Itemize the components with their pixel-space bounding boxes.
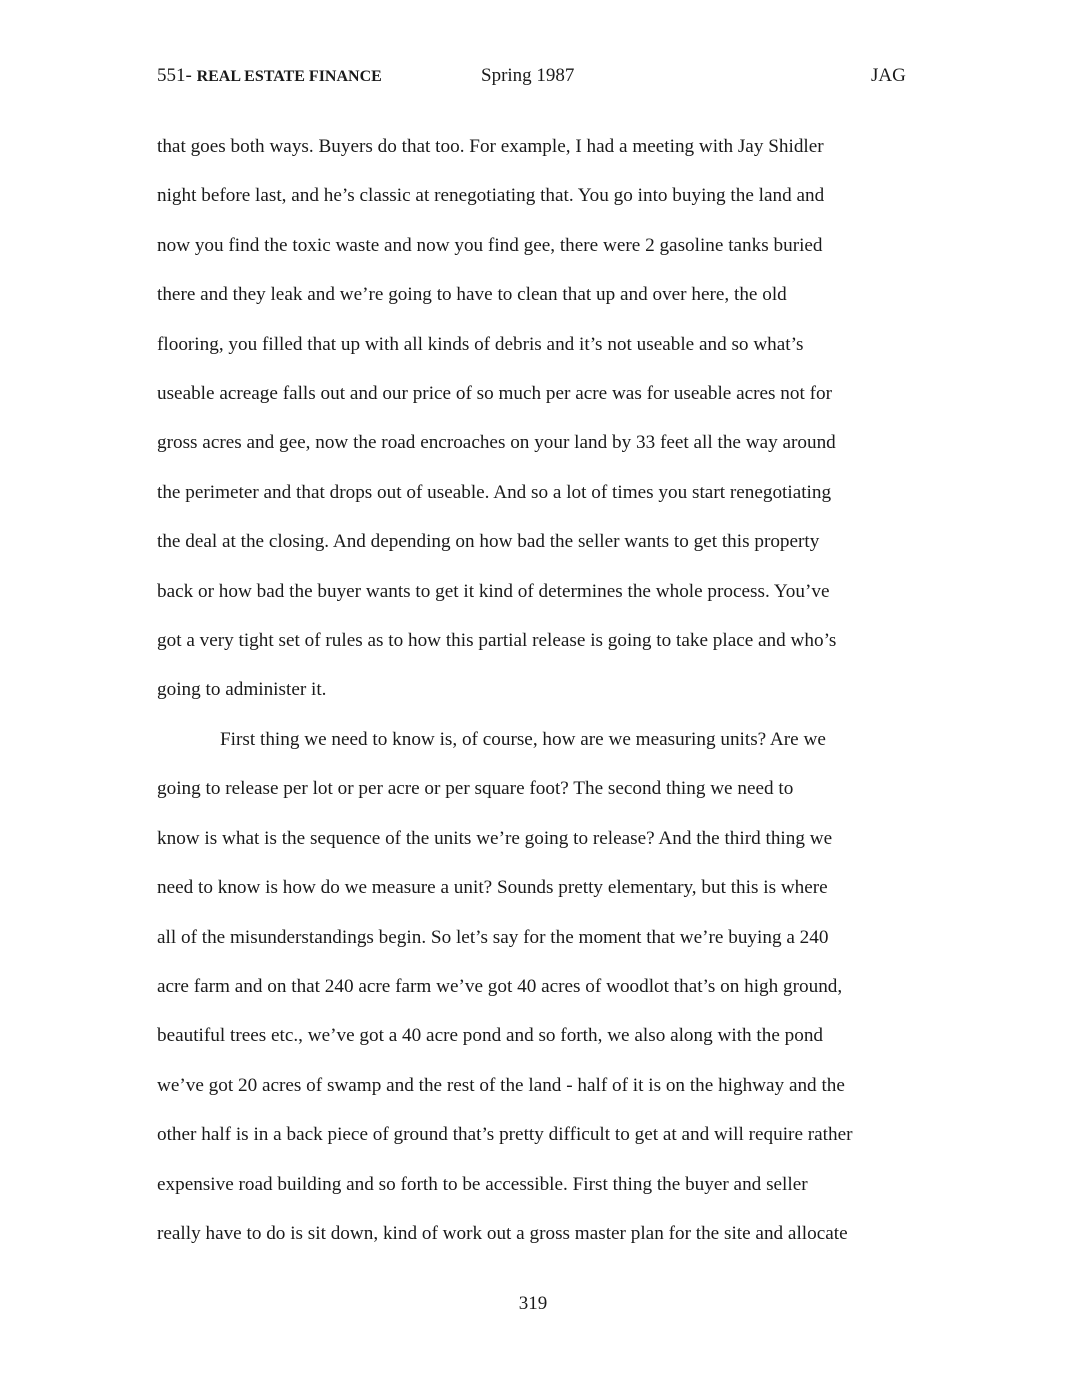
course-number: 551- xyxy=(157,65,192,86)
text-line: really have to do is sit down, kind of work out a gross master plan for the site and allocate xyxy=(157,1222,848,1244)
text-line: acre farm and on that 240 acre farm we’ve got 40 acres of woodlot that’s on high ground, xyxy=(157,975,843,997)
running-header-initials: JAG xyxy=(871,65,906,86)
text-line: we’ve got 20 acres of swamp and the rest of the land - half of it is on the highway and the xyxy=(157,1074,845,1096)
text-line: First thing we need to know is, of course, how are we measuring units? Are we xyxy=(220,728,826,750)
text-line: gross acres and gee, now the road encroaches on your land by 33 feet all the way around xyxy=(157,432,836,454)
text-line: the perimeter and that drops out of useable. And so a lot of times you start renegotiating xyxy=(157,481,832,503)
running-header-course xyxy=(157,64,382,89)
text-line: going to administer it. xyxy=(157,679,327,701)
text-line: got a very tight set of rules as to how this partial release is going to take place and who’s xyxy=(157,630,837,652)
text-line: now you find the toxic waste and now you find gee, there were 2 gasoline tanks buried xyxy=(157,234,823,256)
paragraph xyxy=(157,122,913,715)
text-line: flooring, you filled that up with all kinds of debris and it’s not useable and so what’s xyxy=(157,333,804,355)
text-line: expensive road building and so forth to be accessible. First thing the buyer and seller xyxy=(157,1173,808,1195)
course-title: REAL ESTATE FINANCE xyxy=(196,68,382,85)
text-line: that goes both ways. Buyers do that too. For example, I had a meeting with Jay Shidler xyxy=(157,136,824,157)
text-line: need to know is how do we measure a unit? Sounds pretty elementary, but this is where xyxy=(157,877,828,899)
text-line: useable acreage falls out and our price of so much per acre was for useable acres not for xyxy=(157,383,832,405)
text-line: back or how bad the buyer wants to get it kind of determines the whole process. You’ve xyxy=(157,580,830,602)
page-number: 319 xyxy=(518,1293,548,1314)
text-line: night before last, and he’s classic at renegotiating that. You go into buying the land and xyxy=(157,185,825,207)
text-line: other half is in a back piece of ground that’s pretty difficult to get at and will require rather xyxy=(157,1124,853,1146)
text-line: know is what is the sequence of the units we’re going to release? And the third thing we xyxy=(157,827,833,849)
text-line: going to release per lot or per acre or per square foot? The second thing we need to xyxy=(157,778,794,800)
body-text xyxy=(157,122,913,1258)
text-line: there and they leak and we’re going to have to clean that up and over here, the old xyxy=(157,284,787,306)
running-header-term: Spring 1987 xyxy=(481,65,575,86)
paragraph xyxy=(157,715,913,1258)
text-line: all of the misunderstandings begin. So let’s say for the moment that we’re buying a 240 xyxy=(157,926,829,948)
text-line: beautiful trees etc., we’ve got a 40 acre pond and so forth, we also along with the pond xyxy=(157,1025,824,1047)
text-line: the deal at the closing. And depending on how bad the seller wants to get this property xyxy=(157,531,820,553)
